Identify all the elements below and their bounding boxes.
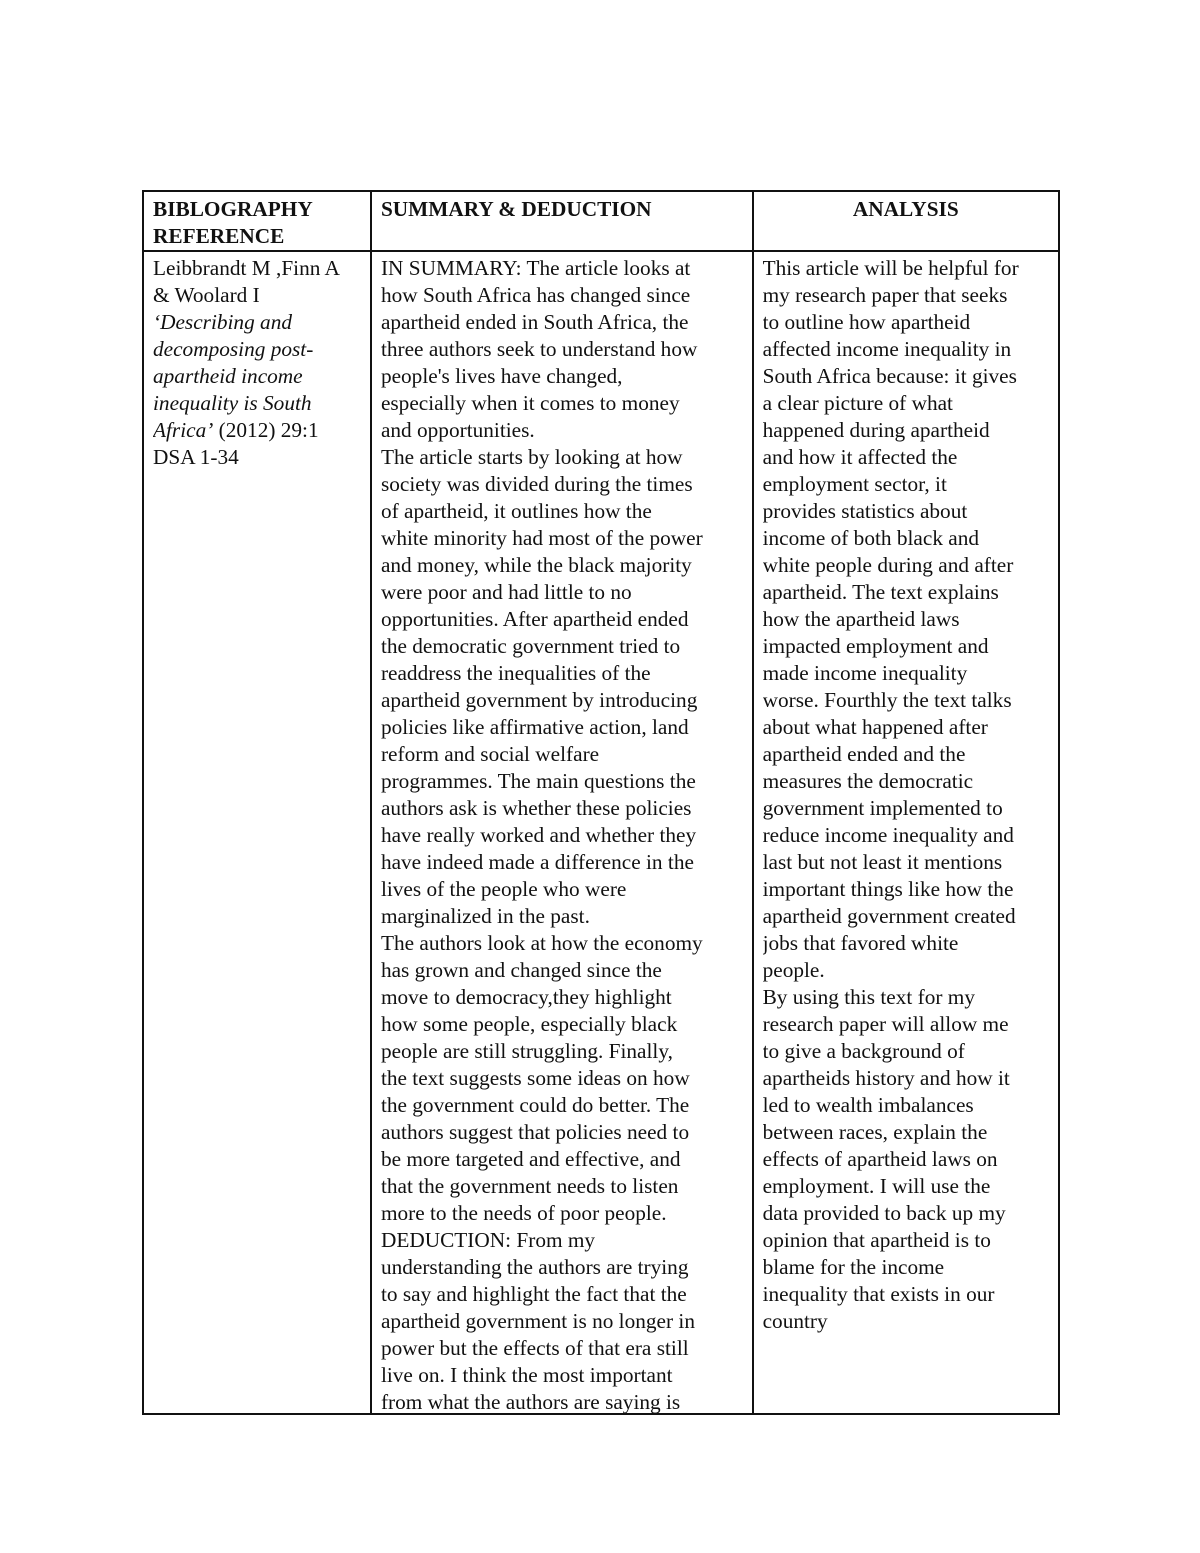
summary-line: opportunities. After apartheid ended <box>380 607 689 631</box>
summary-line: have really worked and whether they <box>380 823 697 847</box>
analysis-line: employment sector, it <box>762 472 947 496</box>
analysis-text <box>763 255 1049 1413</box>
analysis-line: white people during and after <box>762 553 1014 577</box>
summary-line: were poor and had little to no <box>380 580 632 604</box>
summary-line: from what the authors are saying is <box>380 1390 681 1413</box>
analysis-line: effects of apartheid laws on <box>762 1147 998 1171</box>
bibliography-title-end: Africa’ <box>153 418 214 442</box>
summary-line: have indeed made a difference in the <box>380 850 694 874</box>
summary-line: authors ask is whether these policies <box>380 796 692 820</box>
summary-line: authors suggest that policies need to <box>380 1120 690 1144</box>
analysis-line: reduce income inequality and <box>762 823 1014 847</box>
analysis-line: blame for the income <box>762 1255 945 1279</box>
summary-line: understanding the authors are trying <box>380 1255 689 1279</box>
analysis-line: important things like how the <box>762 877 1014 901</box>
summary-line: people are still struggling. Finally, <box>380 1039 673 1063</box>
summary-line: apartheid government is no longer in <box>380 1309 695 1333</box>
summary-line: The authors look at how the economy <box>380 931 703 955</box>
table-row <box>143 251 1059 1414</box>
bibliography-line <box>153 417 361 444</box>
summary-line: reform and social welfare <box>380 742 600 766</box>
summary-line: people's lives have changed, <box>380 364 623 388</box>
analysis-line: country <box>762 1309 828 1333</box>
analysis-line: led to wealth imbalances <box>762 1093 974 1117</box>
analysis-line: affected income inequality in <box>762 337 1012 361</box>
analysis-line: This article will be helpful for <box>762 256 1019 280</box>
header-bibliography-line: REFERENCE <box>153 224 285 248</box>
header-analysis: ANALYSIS <box>753 191 1059 251</box>
analysis-line: worse. Fourthly the text talks <box>762 688 1012 712</box>
summary-line: The article starts by looking at how <box>380 445 683 469</box>
summary-line: of apartheid, it outlines how the <box>380 499 652 523</box>
bibliography-line: & Woolard I <box>153 283 260 307</box>
header-row <box>143 191 1059 251</box>
summary-line: to say and highlight the fact that the <box>380 1282 687 1306</box>
bibliography-title-line: ‘Describing and <box>153 310 293 334</box>
analysis-line: to outline how apartheid <box>762 310 971 334</box>
summary-line: the text suggests some ideas on how <box>380 1066 690 1090</box>
analysis-line: how the apartheid laws <box>762 607 960 631</box>
header-bibliography <box>143 191 371 251</box>
analysis-line: made income inequality <box>762 661 968 685</box>
summary-line: how some people, especially black <box>380 1012 678 1036</box>
analysis-line: apartheid ended and the <box>762 742 966 766</box>
analysis-line: government implemented to <box>762 796 1003 820</box>
analysis-line: and how it affected the <box>762 445 958 469</box>
summary-line: apartheid ended in South Africa, the <box>380 310 689 334</box>
analysis-line: apartheid government created <box>762 904 1016 928</box>
summary-text <box>381 255 743 1413</box>
summary-line: the democratic government tried to <box>380 634 681 658</box>
analysis-line: research paper will allow me <box>762 1012 1009 1036</box>
summary-line: lives of the people who were <box>380 877 627 901</box>
summary-line: how South Africa has changed since <box>380 283 691 307</box>
summary-line: society was divided during the times <box>380 472 693 496</box>
summary-line: be more targeted and effective, and <box>380 1147 681 1171</box>
summary-line: and money, while the black majority <box>380 553 692 577</box>
analysis-line: between races, explain the <box>762 1120 988 1144</box>
summary-line: that the government needs to listen <box>380 1174 679 1198</box>
analysis-line: last but not least it mentions <box>762 850 1003 874</box>
analysis-line: about what happened after <box>762 715 988 739</box>
analysis-line: provides statistics about <box>762 499 968 523</box>
bibliography-line: DSA 1-34 <box>153 445 239 469</box>
summary-line: programmes. The main questions the <box>380 769 696 793</box>
summary-line: the government could do better. The <box>380 1093 690 1117</box>
summary-line: IN SUMMARY: The article looks at <box>380 256 691 280</box>
analysis-line: a clear picture of what <box>762 391 953 415</box>
summary-line: more to the needs of poor people. <box>380 1201 667 1225</box>
analysis-line: income of both black and <box>762 526 980 550</box>
bibliography-title-line: inequality is South <box>153 391 312 415</box>
header-bibliography-line: BIBLOGRAPHY <box>153 197 313 221</box>
analysis-line: my research paper that seeks <box>762 283 1008 307</box>
summary-line: has grown and changed since the <box>380 958 662 982</box>
analysis-line: employment. I will use the <box>762 1174 991 1198</box>
analysis-line: data provided to back up my <box>762 1201 1006 1225</box>
summary-line: marginalized in the past. <box>380 904 590 928</box>
summary-line: DEDUCTION: From my <box>380 1228 596 1252</box>
analysis-line: impacted employment and <box>762 634 989 658</box>
header-summary: SUMMARY & DEDUCTION <box>371 191 753 251</box>
analysis-line: By using this text for my <box>762 985 975 1009</box>
analysis-line: measures the democratic <box>762 769 974 793</box>
summary-line: three authors seek to understand how <box>380 337 698 361</box>
summary-line: apartheid government by introducing <box>380 688 698 712</box>
summary-line: power but the effects of that era still <box>380 1336 689 1360</box>
analysis-line: apartheid. The text explains <box>762 580 999 604</box>
bibliography-title-line: apartheid income <box>153 364 303 388</box>
analysis-line: jobs that favored white <box>762 931 959 955</box>
summary-line: and opportunities. <box>380 418 535 442</box>
bibliography-year: (2012) 29:1 <box>213 418 319 442</box>
bibliography-cell <box>143 251 371 1414</box>
analysis-line: to give a background of <box>762 1039 965 1063</box>
summary-line: white minority had most of the power <box>380 526 703 550</box>
summary-cell <box>371 251 753 1414</box>
summary-line: live on. I think the most important <box>380 1363 673 1387</box>
bibliography-line: Leibbrandt M ,Finn A <box>153 256 340 280</box>
summary-line: move to democracy,they highlight <box>380 985 672 1009</box>
bibliography-title-line: decomposing post- <box>153 337 314 361</box>
analysis-line: inequality that exists in our <box>762 1282 995 1306</box>
analysis-cell <box>753 251 1059 1414</box>
summary-line: readdress the inequalities of the <box>380 661 651 685</box>
analysis-line: people. <box>762 958 825 982</box>
bibliography-table <box>142 190 1060 1415</box>
analysis-line: South Africa because: it gives <box>762 364 1017 388</box>
analysis-line: happened during apartheid <box>762 418 990 442</box>
summary-line: especially when it comes to money <box>380 391 680 415</box>
summary-line: policies like affirmative action, land <box>380 715 689 739</box>
analysis-line: opinion that apartheid is to <box>762 1228 991 1252</box>
analysis-line: apartheids history and how it <box>762 1066 1010 1090</box>
